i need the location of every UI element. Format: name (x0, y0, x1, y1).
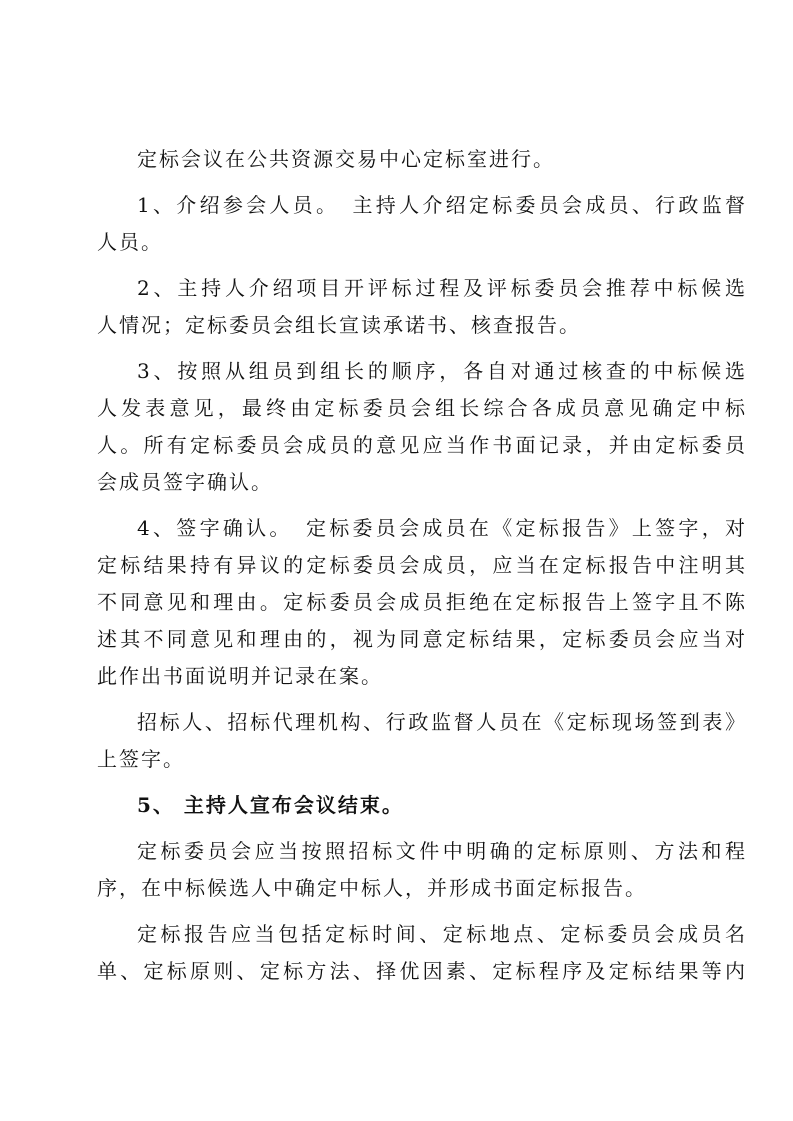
text-line: 述其不同意见和理由的，视为同意定标结果，定标委员会应当对 (97, 627, 747, 651)
text-line: 5、 主持人宣布会议结束。 (137, 793, 404, 817)
text-line: 人员。 (97, 230, 163, 254)
paragraph-sign-in (97, 704, 747, 778)
text-line: 3、按照从组员到组长的顺序，各自对通过核查的中标候选 (137, 359, 747, 383)
text-line: 人。所有定标委员会成员的意见应当作书面记录，并由定标委员 (97, 433, 747, 457)
paragraph-item-3 (97, 353, 747, 501)
text-line: 定标会议在公共资源交易中心定标室进行。 (137, 147, 555, 171)
paragraph-principles (97, 833, 747, 907)
text-line: 定标报告应当包括定标时间、定标地点、定标委员会成员名 (137, 922, 747, 946)
text-line: 此作出书面说明并记录在案。 (97, 664, 383, 688)
paragraph-venue (97, 141, 747, 178)
paragraph-item-2 (97, 270, 747, 344)
text-line: 不同意见和理由。定标委员会成员拒绝在定标报告上签字且不陈 (97, 590, 747, 614)
text-line: 人情况；定标委员会组长宣读承诺书、核查报告。 (97, 313, 581, 337)
text-line: 序，在中标候选人中确定中标人，并形成书面定标报告。 (97, 876, 647, 900)
text-line: 上签字。 (97, 747, 185, 771)
text-line: 单、定标原则、定标方法、择优因素、定标程序及定标结果等内 (97, 959, 747, 983)
text-line: 4、签字确认。 定标委员会成员在《定标报告》上签字，对 (137, 516, 747, 540)
paragraph-item-4 (97, 510, 747, 695)
text-line: 会成员签字确认。 (97, 470, 273, 494)
text-line: 人发表意见，最终由定标委员会组长综合各成员意见确定中标 (97, 396, 747, 420)
text-line: 2、主持人介绍项目开评标过程及评标委员会推荐中标候选 (137, 276, 747, 300)
text-line: 1、介绍参会人员。 主持人介绍定标委员会成员、行政监督 (137, 193, 747, 217)
paragraph-item-1 (97, 187, 747, 261)
heading-item-5 (97, 787, 747, 824)
document-body (97, 141, 747, 990)
text-line: 定标结果持有异议的定标委员会成员，应当在定标报告中注明其 (97, 553, 747, 577)
paragraph-report-contents (97, 916, 747, 990)
text-line: 招标人、招标代理机构、行政监督人员在《定标现场签到表》 (137, 710, 747, 734)
text-line: 定标委员会应当按照招标文件中明确的定标原则、方法和程 (137, 839, 747, 863)
